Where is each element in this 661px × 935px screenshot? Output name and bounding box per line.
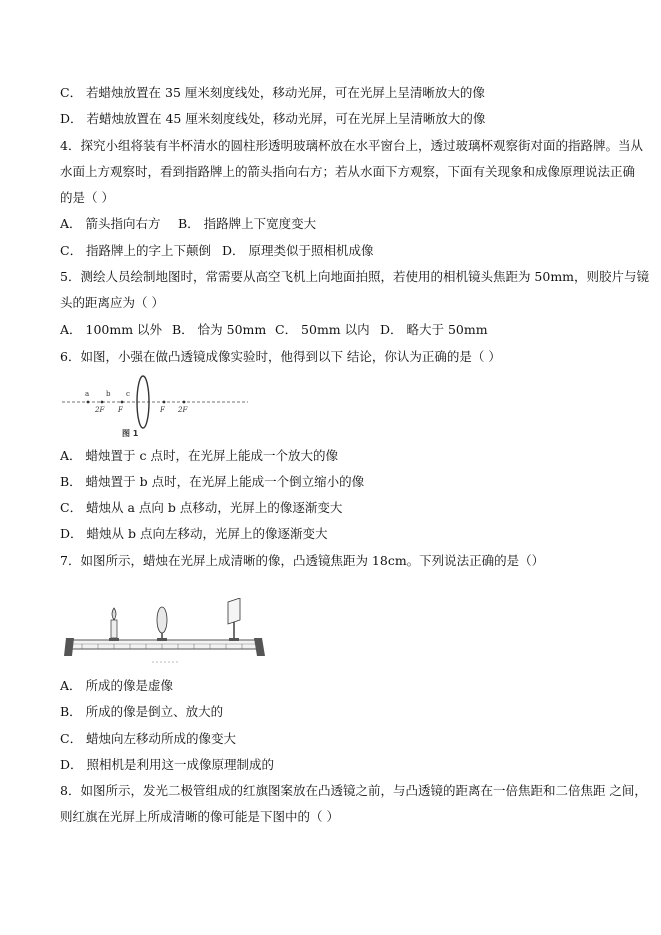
- convex-lens-icon: [157, 607, 167, 641]
- label-2f-left: 2F: [95, 406, 105, 414]
- q7-option-a: A． 所成的像是虚像: [60, 678, 174, 693]
- label-2f-right: 2F: [178, 406, 188, 414]
- question-6-line: 6．如图，小强在做凸透镜成像实验时，他得到以下 结论，你认为正确的是（ ）: [60, 349, 501, 364]
- point-a: [87, 401, 90, 404]
- q4-option-c: C． 指路牌上的字上下颠倒: [60, 243, 212, 258]
- option-d-prev: D． 若蜡烛放置在 45 厘米刻度线处，移动光屏，可在光屏上呈清晰放大的像: [60, 111, 486, 126]
- option-c-prev: C． 若蜡烛放置在 35 厘米刻度线处，移动光屏，可在光屏上呈清晰放大的像: [60, 85, 485, 100]
- q6-figure: [60, 372, 250, 440]
- q5-option-a: A． 100mm 以外: [60, 322, 163, 337]
- point-f-right: [163, 401, 166, 404]
- q4-option-a: A． 箭头指向右方: [60, 216, 161, 231]
- q7-option-c: C． 蜡烛向左移动所成的像变大: [60, 731, 237, 746]
- q4-option-d: D． 原理类似于照相机成像: [222, 243, 374, 258]
- question-5-line1: 5．测绘人员绘制地图时，常需要从高空飞机上向地面拍照，若使用的相机镜头焦距为 50mm，则胶片与镜: [60, 269, 650, 284]
- light-screen-icon: [228, 598, 240, 641]
- q5-option-d: D． 略大于 50mm: [380, 322, 488, 337]
- q5-option-c: C． 50mm 以内: [275, 322, 370, 337]
- label-c: c: [126, 390, 130, 398]
- bench-leg-left: [64, 638, 74, 656]
- q7-option-d: D． 照相机是利用这一成像原理制成的: [60, 757, 274, 772]
- question-8-line1: 8．如图所示，发光二极管组成的红旗图案放在凸透镜之前，与凸透镜的距离在一倍焦距和二倍焦距 之间，: [60, 783, 647, 798]
- question-4-line2: 水面上方观察时，看到指路牌上的箭头指向右方；若从水面下方观察，下面有关现象和成像原理说法正确: [60, 164, 636, 179]
- q6-option-d: D． 蜡烛从 b 点向左移动，光屏上的像逐渐变大: [60, 526, 328, 541]
- q6-option-c: C． 蜡烛从 a 点向 b 点移动，光屏上的像逐渐变大: [60, 500, 343, 515]
- label-f-left: F: [118, 406, 123, 414]
- q6-option-a: A． 蜡烛置于 c 点时，在光屏上能成一个放大的像: [60, 448, 338, 463]
- q5-option-b: B． 恰为 50mm: [172, 322, 267, 337]
- bench-leg-right: [254, 638, 265, 656]
- point-f-left: [121, 401, 124, 404]
- point-2f-right: [183, 401, 186, 404]
- candle-icon: [109, 608, 119, 641]
- question-4-line3: 的是（ ）: [60, 190, 114, 205]
- question-5-line2: 头的距离应为（ ）: [60, 295, 164, 310]
- label-b: b: [106, 390, 111, 398]
- q6-option-b: B． 蜡烛置于 b 点时，在光屏上能成一个倒立缩小的像: [60, 474, 365, 489]
- q7-option-b: B． 所成的像是倒立、放大的: [60, 704, 224, 719]
- question-8-line2: 则红旗在光屏上所成清晰的像可能是下图中的（ ）: [60, 809, 339, 824]
- q7-figure: [62, 598, 267, 666]
- q4-option-b: B． 指路牌上下宽度变大: [178, 216, 317, 231]
- point-2f-left: [101, 401, 104, 404]
- question-4-line1: 4．探究小组将装有半杯清水的圆柱形透明玻璃杯放在水平窗台上，透过玻璃杯观察街对面的指路牌。当从: [60, 138, 643, 153]
- figure-caption: 图 1: [122, 429, 139, 438]
- label-a: a: [85, 390, 90, 398]
- question-7-line: 7．如图所示，蜡烛在光屏上成清晰的像，凸透镜焦距为 18cm。下列说法正确的是（）: [60, 553, 545, 568]
- label-f-right: F: [160, 406, 165, 414]
